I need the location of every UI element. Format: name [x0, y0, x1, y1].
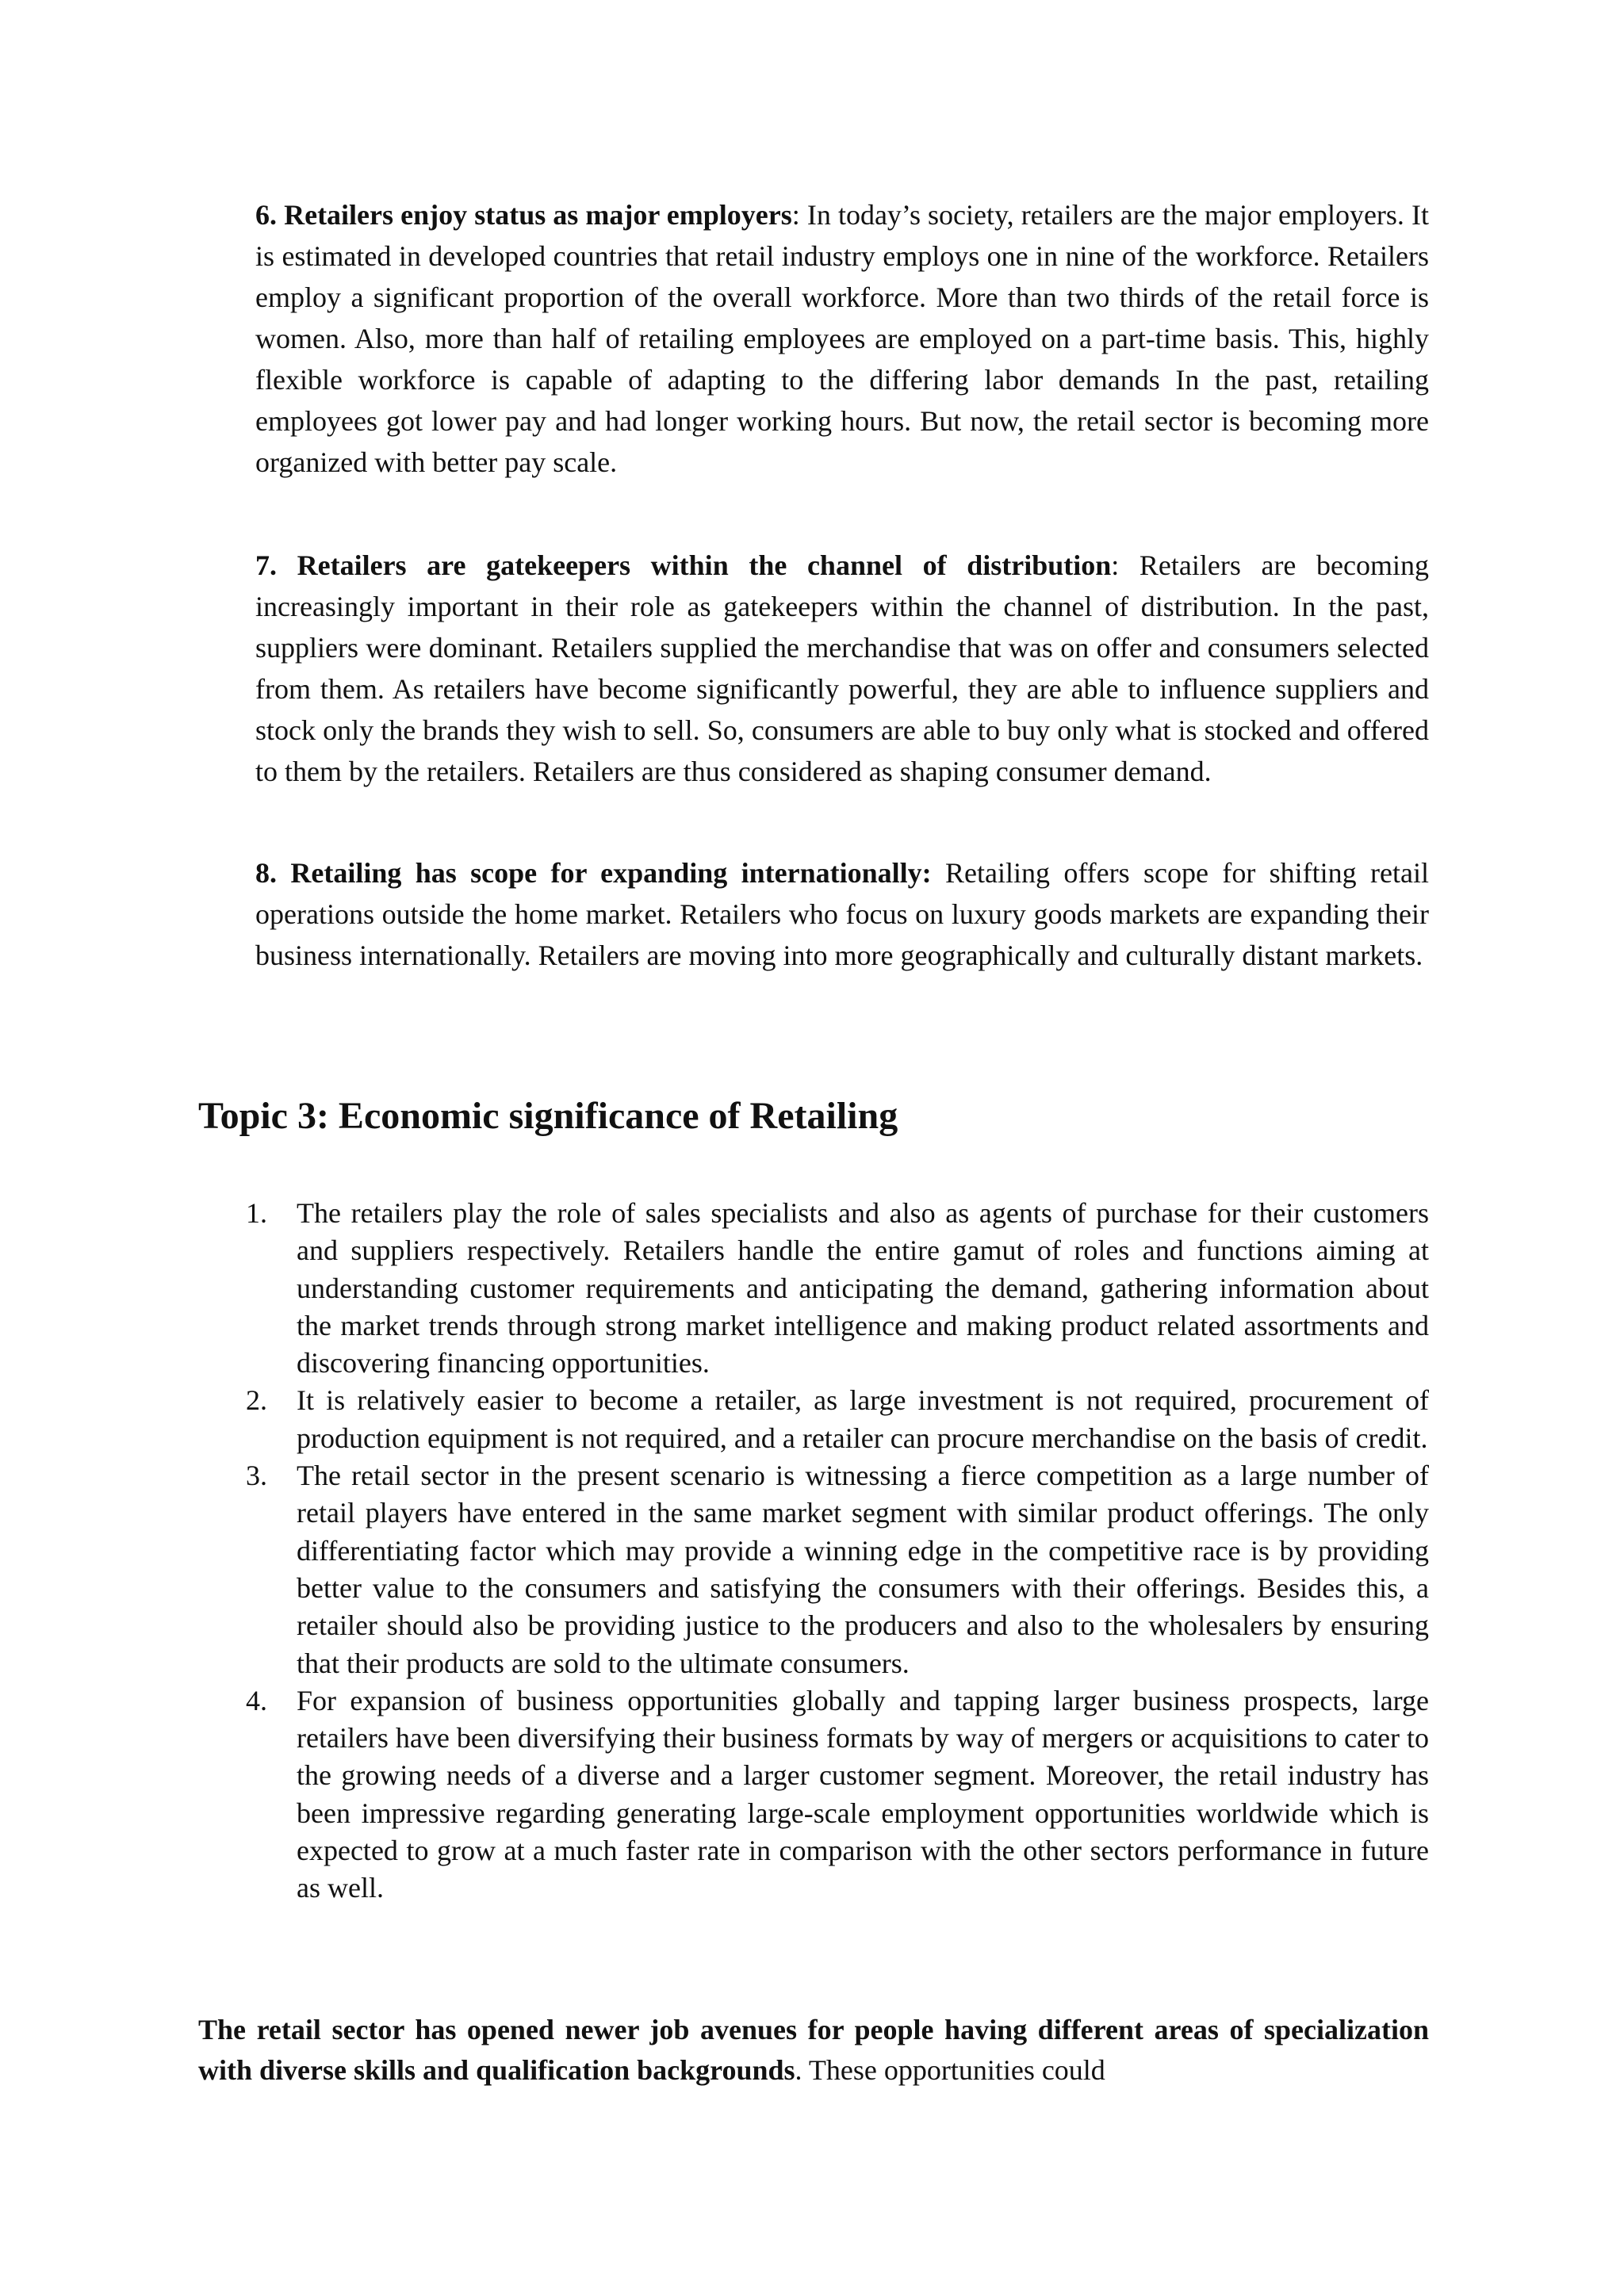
list-item [198, 1682, 1429, 1908]
paragraph-heading: 8. Retailing has scope for expanding internationally: [255, 857, 932, 889]
topic-heading: Topic 3: Economic significance of Retailing [198, 1095, 898, 1137]
paragraph-heading: 6. Retailers enjoy status as major employers [255, 199, 792, 231]
list-item-number: 2. [246, 1384, 267, 1417]
list-item-text: The retailers play the role of sales specialists and also as agents of purchase for their customers and suppliers respectively. Retailers handle the entire gamut of roles and functions aiming at understanding customer requirements and anticipating the demand, gathering information about the market trends through strong market intelligence and making product related assortments and discovering financing opportunities. [297, 1197, 1429, 1380]
paragraph-retailers-employers [255, 194, 1429, 483]
list-item-text: It is relatively easier to become a retailer, as large investment is not required, procurement of production equipment is not required, and a retailer can procure merchandise on the basis of credit. [297, 1384, 1429, 1454]
closing-paragraph [198, 2010, 1429, 2091]
paragraph-text: : Retailers are becoming increasingly important in their role as gatekeepers within the channel of distribution. In the past, suppliers were dominant. Retailers supplied the merchandise that was on offer and consumers selected from them. As retailers have become significantly powerful, they are able to influence suppliers and stock only the brands they wish to sell. So, consumers are able to buy only what is stocked and offered to them by the retailers. Retailers are thus considered as shaping consumer demand. [255, 549, 1429, 787]
list-item [198, 1195, 1429, 1382]
paragraph-text: : In today’s society, retailers are the major employers. It is estimated in developed countries that retail industry employs one in nine of the workforce. Retailers employ a significant proportion of the overall workforce. More than two thirds of the retail force is women. Also, more than half of retailing employees are employed on a part-time basis. This, highly flexible workforce is capable of adapting to the differing labor demands In the past, retailing employees got lower pay and had longer working hours. But now, the retail sector is becoming more organized with better pay scale. [255, 199, 1430, 478]
paragraph-retailers-gatekeepers [255, 545, 1429, 792]
list-item-number: 3. [246, 1460, 267, 1492]
paragraph-heading: 7. Retailers are gatekeepers within the channel of distribution [255, 549, 1112, 581]
numbered-list [198, 1195, 1429, 1908]
list-item-number: 1. [246, 1197, 267, 1229]
paragraph-text: Retailing offers scope for shifting retail operations outside the home market. Retailers who focus on luxury goods markets are expanding their business internationally. Retailers are moving into more geographically and culturally distant markets. [255, 857, 1429, 971]
closing-text: . These opportunities could [795, 2054, 1105, 2086]
paragraph-retailing-international [255, 852, 1429, 976]
list-item [198, 1457, 1429, 1682]
list-item-text: For expansion of business opportunities globally and tapping larger business prospects, large retailers have been diversifying their business formats by way of mergers or acquisitions to cater to the growing needs of a diverse and a larger customer segment. Moreover, the retail industry has been impressive regarding generating large-scale employment opportunities worldwide which is expected to grow at a much faster rate in comparison with the other sectors performance in future as well. [297, 1684, 1429, 1904]
list-item-number: 4. [246, 1684, 267, 1716]
list-item [198, 1382, 1429, 1457]
list-item-text: The retail sector in the present scenario is witnessing a fierce competition as a large number of retail players have entered in the same market segment with similar product offerings. The only differentiating factor which may provide a winning edge in the competitive race is by providing better value to the consumers and satisfying the consumers with their offerings. Besides this, a retailer should also be providing justice to the producers and also to the wholesalers by ensuring that their products are sold to the ultimate consumers. [297, 1460, 1429, 1679]
closing-bold-text: The retail sector has opened newer job avenues for people having different areas of specialization with diverse skills and qualification backgrounds [198, 2014, 1429, 2086]
